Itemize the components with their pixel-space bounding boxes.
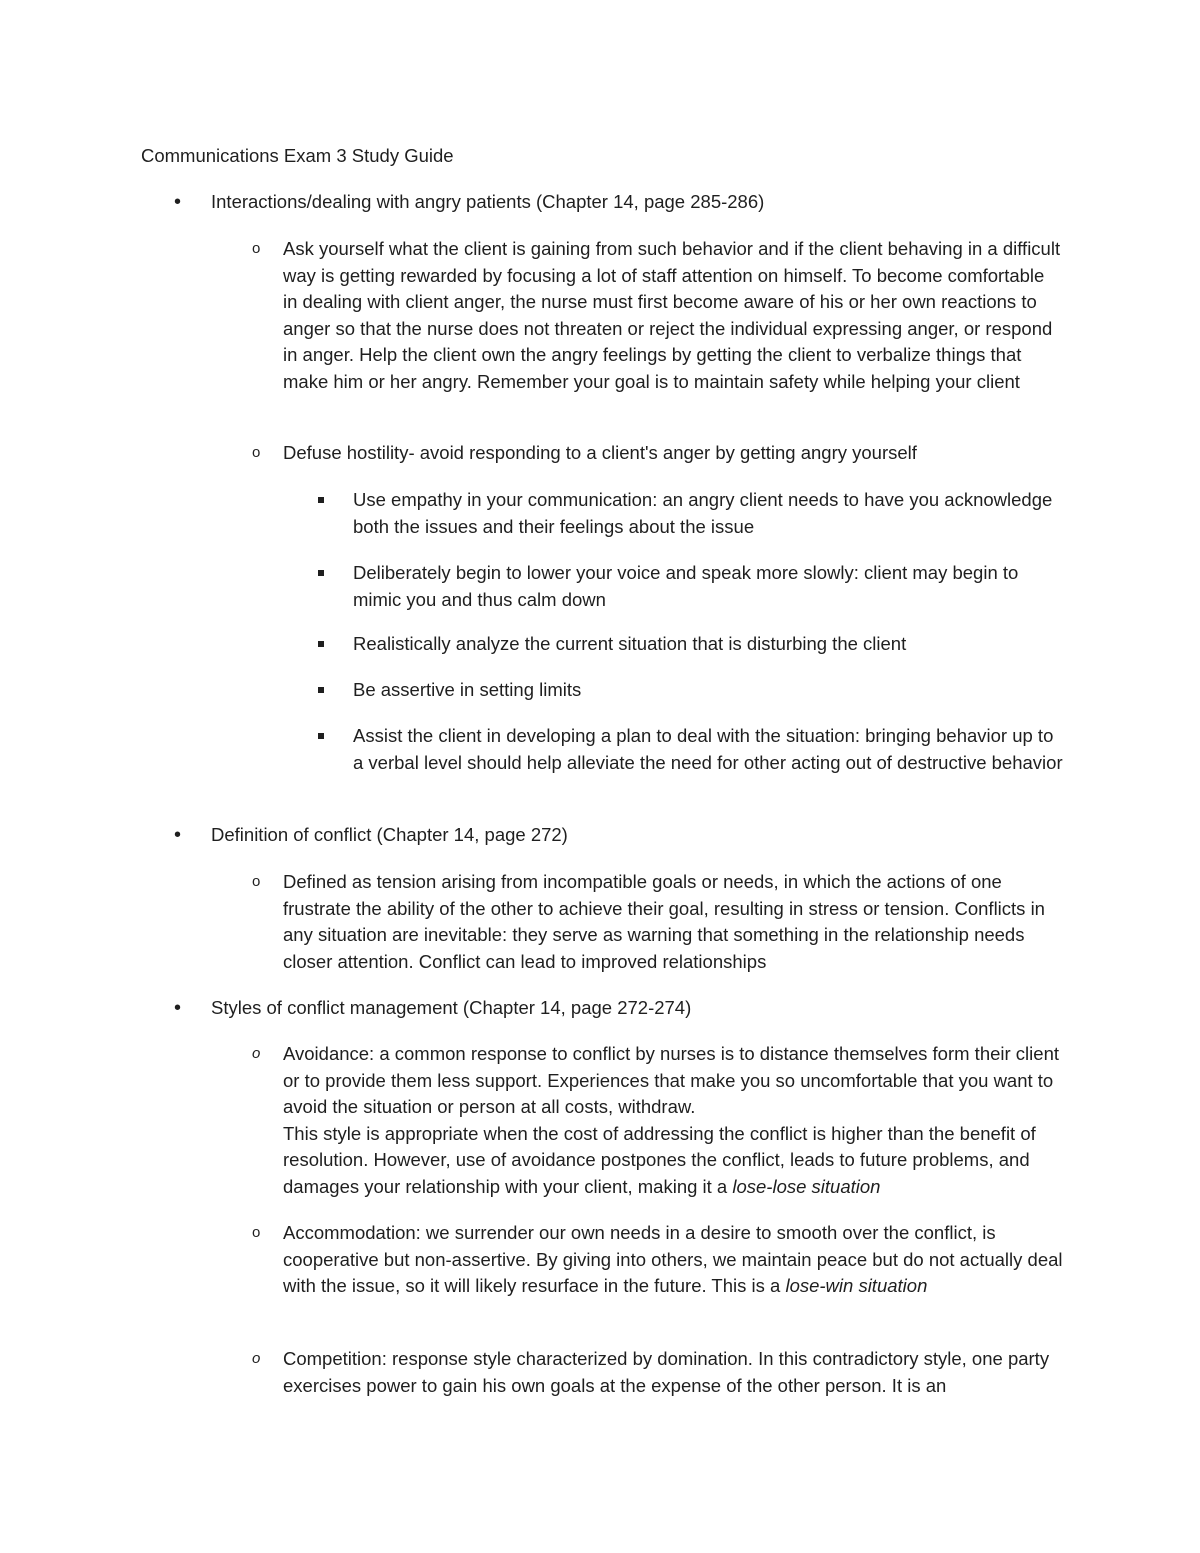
list-item-text: This style is appropriate when the cost of addressing the conflict is higher than the benefit of resolution. However, use of avoidance postpones the conflict, leads to future problems, and damages your relationship with your client, making it a — [283, 1122, 1036, 1197]
square-bullet-marker — [318, 733, 324, 739]
sub-bullet-marker: o — [252, 240, 261, 257]
list-item: Ask yourself what the client is gaining from such behavior and if the client behaving in a difficult way is getting rewarded by focusing a lot of staff attention on himself. To become comfortable in dealing with client anger, the nurse must first become aware of his or her own reactions to anger so that the nurse does not threaten or reject the individual expressing anger, or respond in anger. Help the client own the angry feelings by getting the client to verbalize things that make him or her angry. Remember your goal is to maintain safety while helping your client — [283, 238, 1061, 392]
section-heading: Styles of conflict management (Chapter 14, page 272-274) — [211, 997, 692, 1018]
section-heading: Interactions/dealing with angry patients (Chapter 14, page 285-286) — [211, 191, 765, 212]
square-bullet-marker — [318, 570, 324, 576]
list-item: Defuse hostility- avoid responding to a client's anger by getting angry yourself — [283, 442, 917, 463]
sub-bullet-marker: o — [252, 444, 261, 461]
list-item-text: Accommodation: we surrender our own needs in a desire to smooth over the conflict, is cooperative but non-assertive. By giving into others, we maintain peace but do not actually deal with the issue, so it will likely resurface in the future. This is a — [283, 1222, 1063, 1296]
list-subitem: Deliberately begin to lower your voice and speak more slowly: client may begin to mimic you and thus calm down — [353, 562, 1019, 610]
emphasis-text: lose-win situation — [785, 1275, 928, 1296]
bullet-marker: • — [174, 997, 182, 1019]
square-bullet-marker — [318, 641, 324, 647]
list-item: Defined as tension arising from incompatible goals or needs, in which the actions of one frustrate the ability of the other to achieve their goal, resulting in stress or tension. Conflicts in any situation are inevitable: they serve as warning that something in the relationship needs closer attention. Conflict can lead to improved relationships — [283, 871, 1045, 972]
list-item-text: Avoidance: a common response to conflict by nurses is to distance themselves form their client or to provide them less support. Experiences that make you so uncomfortable that you want to avoid the situation or person at all costs, withdraw. — [283, 1043, 1059, 1117]
list-item — [283, 1041, 1063, 1200]
emphasis-text: lose-lose situation — [732, 1175, 881, 1197]
list-subitem: Assist the client in developing a plan to deal with the situation: bringing behavior up to a verbal level should help alleviate the need for other acting out of destructive behavior — [353, 725, 1063, 773]
square-bullet-marker — [318, 687, 324, 693]
section-heading: Definition of conflict (Chapter 14, page 272) — [211, 824, 568, 845]
sub-bullet-marker: o — [252, 873, 261, 890]
list-item — [283, 1220, 1063, 1300]
document-title: Communications Exam 3 Study Guide — [141, 145, 454, 166]
list-item: Competition: response style characterized by domination. In this contradictory style, one party exercises power to gain his own goals at the expense of the other person. It is an — [283, 1348, 1050, 1396]
list-subitem: Use empathy in your communication: an angry client needs to have you acknowledge both the issues and their feelings about the issue — [353, 489, 1053, 537]
sub-bullet-marker: o — [252, 1045, 261, 1062]
bullet-marker: • — [174, 824, 182, 846]
list-subitem: Be assertive in setting limits — [353, 679, 582, 700]
square-bullet-marker — [318, 497, 324, 503]
sub-bullet-marker: o — [252, 1350, 261, 1367]
sub-bullet-marker: o — [252, 1224, 261, 1241]
bullet-marker: • — [174, 191, 182, 213]
list-subitem: Realistically analyze the current situation that is disturbing the client — [353, 633, 907, 654]
